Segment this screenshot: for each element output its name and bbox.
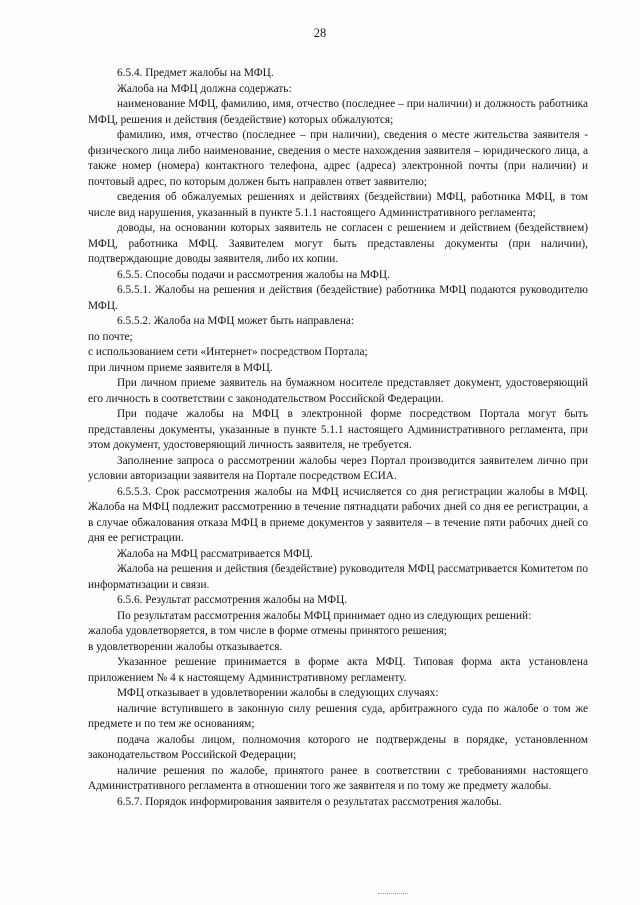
paragraph: Жалоба на МФЦ рассматривается МФЦ. bbox=[117, 547, 313, 560]
paragraph: сведения об обжалуемых решениях и действиях (бездействии) МФЦ, работника МФЦ, в том числе вид нарушения, указанный в пункте 5.1.1 настоящего Административного регламента; bbox=[88, 191, 588, 219]
paragraph: фамилию, имя, отчество (последнее – при наличии), сведения о месте жительства заявителя - физического лица либо наименование, сведения о месте нахождения заявителя – юридического лица, а также номер (номера) контактного телефона, адрес (адреса) электронной почты (при наличии) и почтовый адрес, по которым должен быть направлен ответ заявителю; bbox=[88, 129, 588, 188]
list-item: с использованием сети «Интернет» посредством Портала; bbox=[88, 346, 368, 358]
section-heading-6-5-5: 6.5.5. Способы подачи и рассмотрения жалобы на МФЦ. bbox=[117, 268, 390, 281]
paragraph: 6.5.5.1. Жалобы на решения и действия (бездействие) работника МФЦ подаются руководителю МФЦ. bbox=[88, 284, 588, 312]
paragraph: доводы, на основании которых заявитель не согласен с решением и действием (бездействием) МФЦ, работника МФЦ. Заявителем могут быть представлены документы (при наличии), подтверждающие доводы заявителя, либо их копии. bbox=[88, 222, 588, 265]
paragraph: МФЦ отказывает в удовлетворении жалобы в следующих случаях: bbox=[117, 687, 439, 699]
paragraph: 6.5.5.2. Жалоба на МФЦ может быть направлена: bbox=[117, 315, 355, 327]
section-heading-6-5-6: 6.5.6. Результат рассмотрения жалобы на МФЦ. bbox=[117, 594, 348, 606]
list-item: по почте; bbox=[88, 330, 133, 343]
document-body bbox=[88, 66, 588, 810]
paragraph: Жалоба на решения и действия (бездействие) руководителя МФЦ рассматривается Комитетом по информатизации и связи. bbox=[88, 563, 588, 591]
paragraph: По результатам рассмотрения жалобы МФЦ принимает одно из следующих решений: bbox=[117, 609, 532, 622]
page-number: 28 bbox=[313, 26, 327, 40]
list-item: при личном приеме заявителя в МФЦ. bbox=[88, 361, 273, 374]
paragraph: Указанное решение принимается в форме акта МФЦ. Типовая форма акта установлена приложением № 4 к настоящему Административному регламенту. bbox=[88, 656, 588, 684]
scan-artifact bbox=[378, 893, 408, 895]
paragraph: 6.5.5.3. Срок рассмотрения жалобы на МФЦ исчисляется со дня регистрации жалобы в МФЦ. Жалоба на МФЦ подлежит рассмотрению в течение пятнадцати рабочих дней со дня ее регистрации, а в случае обжалования отказа МФЦ в приеме документов у заявителя – в течение пяти рабочих дней со дня ее регистрации. bbox=[88, 485, 588, 544]
paragraph: наличие вступившего в законную силу решения суда, арбитражного суда по жалобе о том же предмете и по тем же основаниям; bbox=[88, 702, 588, 730]
section-heading-6-5-7: 6.5.7. Порядок информирования заявителя о результатах рассмотрения жалобы. bbox=[117, 795, 502, 808]
paragraph: подача жалобы лицом, полномочия которого не подтверждены в порядке, установленном законодательством Российской Федерации; bbox=[88, 733, 588, 761]
paragraph: При личном приеме заявитель на бумажном носителе представляет документ, удостоверяющий его личность в соответствии с законодательством Российской Федерации. bbox=[88, 377, 588, 405]
list-item: жалоба удовлетворяется, в том числе в форме отмены принятого решения; bbox=[88, 625, 447, 637]
paragraph: наименование МФЦ, фамилию, имя, отчество (последнее – при наличии) и должность работника МФЦ, решения и действия (бездействие) которых обжалуются; bbox=[88, 98, 588, 126]
paragraph: Заполнение запроса о рассмотрении жалобы через Портал производится заявителем лично при условии авторизации заявителя на Портале посредством ЕСИА. bbox=[88, 454, 588, 482]
list-item: в удовлетворении жалобы отказывается. bbox=[88, 640, 283, 653]
paragraph: наличие решения по жалобе, принятого ранее в соответствии с требованиями настоящего Административного регламента в отношении того же заявителя и по тому же предмету жалобы. bbox=[88, 764, 588, 792]
section-heading-6-5-4: 6.5.4. Предмет жалобы на МФЦ. bbox=[117, 67, 274, 79]
paragraph: При подаче жалобы на МФЦ в электронной форме посредством Портала могут быть представлены документы, указанные в пункте 5.1.1 настоящего Административного регламента, при этом документ, удостоверяющий личность заявителя, не требуется. bbox=[88, 408, 588, 451]
paragraph: Жалоба на МФЦ должна содержать: bbox=[117, 82, 292, 95]
